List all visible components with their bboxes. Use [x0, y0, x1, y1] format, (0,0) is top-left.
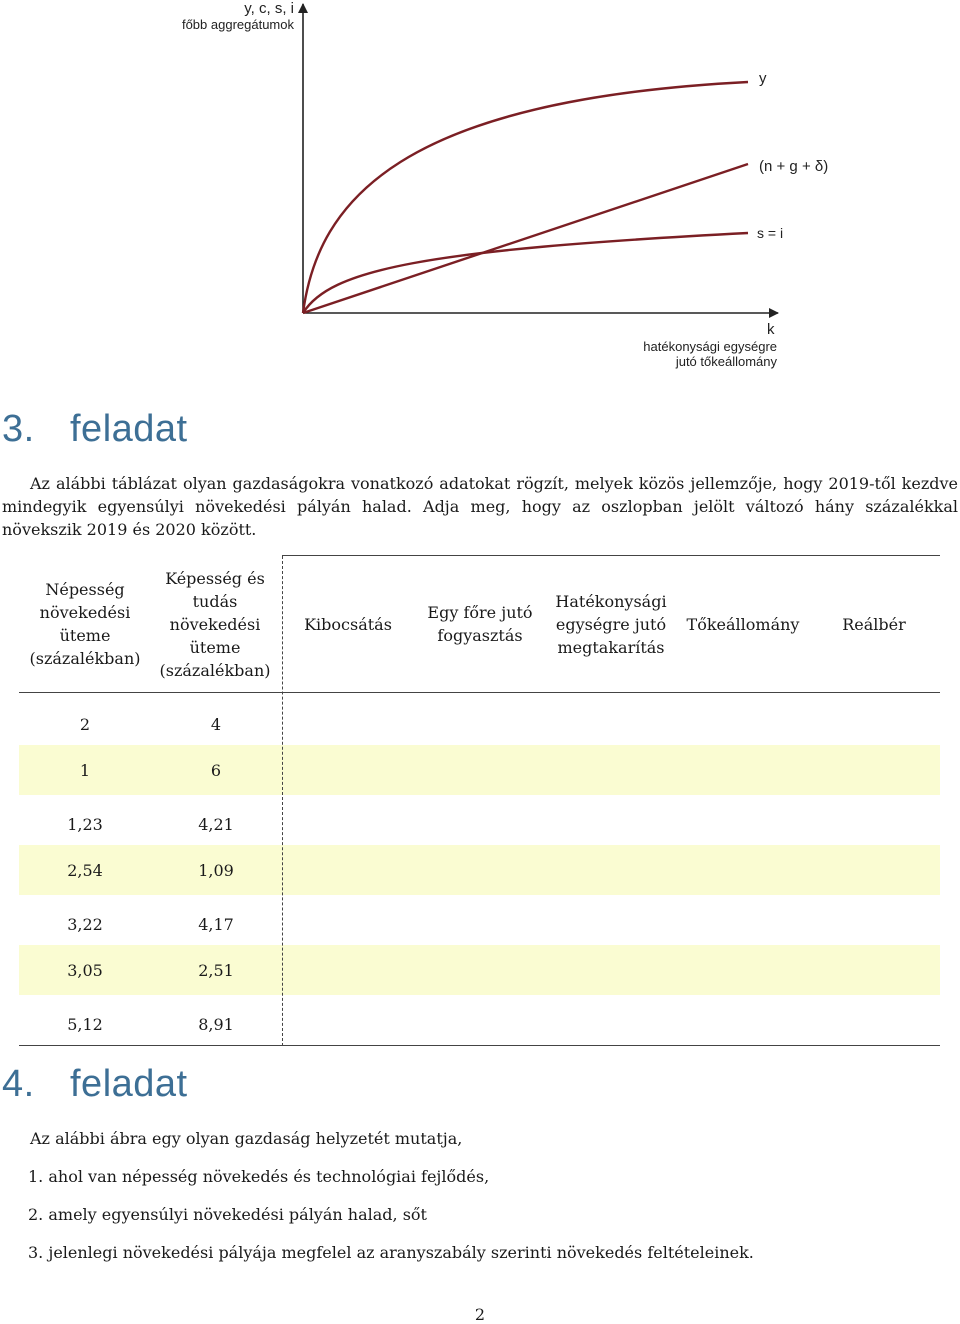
task3-title: feladat	[70, 408, 188, 450]
task3-paragraph	[2, 472, 958, 541]
solow-diagram-svg	[0, 0, 960, 380]
task4-title: feladat	[70, 1063, 188, 1105]
table-cell-population: 5,12	[67, 1014, 103, 1034]
header-consumption-per-capita: Egy főre jutó fogyasztás	[427, 603, 533, 645]
break-even-line	[303, 164, 748, 313]
table-cell-population: 3,22	[67, 914, 103, 934]
task4-item: 2. amely egyensúlyi növekedési pályán halad, sőt	[28, 1205, 427, 1224]
x-axis-sublabel-2: jutó tőkeállomány	[675, 354, 777, 369]
table-row	[19, 799, 940, 849]
header-output: Kibocsátás	[304, 614, 392, 634]
curve-break-even-label: (n + g + δ)	[759, 158, 829, 175]
header-saving-per-effective-unit: Hatékonysági egységre jutó megtakarítás	[555, 591, 667, 657]
y-axis-sublabel: főbb aggregátumok	[181, 17, 294, 32]
production-curve	[303, 82, 748, 313]
header-real-wage: Reálbér	[842, 614, 906, 634]
saving-curve	[303, 233, 748, 313]
task4-item: 1. ahol van népesség növekedés és technológiai fejlődés,	[28, 1167, 490, 1186]
solow-diagram	[0, 0, 960, 380]
table-cell-knowledge: 4,17	[198, 914, 234, 934]
header-capital-stock: Tőkeállomány	[686, 614, 800, 634]
table-cell-population: 1	[79, 760, 91, 780]
table-cell-knowledge: 6	[210, 760, 222, 780]
table-cell-knowledge: 4,21	[198, 814, 234, 834]
x-axis-label: k	[767, 321, 775, 338]
table-cell-knowledge: 8,91	[198, 1014, 234, 1034]
table-cell-knowledge: 4	[210, 714, 222, 734]
task3-paragraph-text: Az alábbi táblázat olyan gazdaságokra vonatkozó adatokat rögzít, melyek közös jellemzője, hogy 2019-től kezdve mindegyik egyensúlyi növekedési pályán halad. Adja meg, hogy az oszlopban jelölt változó hány százalékkal növekszik 2019 és 2020 között.	[2, 474, 958, 539]
table-row	[19, 999, 940, 1049]
x-axis-sublabel-1: hatékonysági egységre	[643, 339, 777, 354]
task3-number: 3.	[2, 408, 35, 450]
table-row	[19, 745, 940, 795]
task3-heading	[2, 408, 188, 451]
table-row	[19, 699, 940, 749]
header-population-growth: Népesség növekedési üteme (százalékban)	[29, 580, 141, 668]
task4-heading	[2, 1063, 188, 1106]
table-cell-knowledge: 1,09	[198, 860, 234, 880]
task4-item: 3. jelenlegi növekedési pályája megfelel az aranyszabály szerinti növekedés feltételeinek.	[28, 1243, 754, 1262]
table-cell-population: 2	[79, 714, 91, 734]
table-cell-population: 1,23	[67, 814, 103, 834]
table-cell-population: 2,54	[67, 860, 103, 880]
task4-number: 4.	[2, 1063, 35, 1105]
curve-saving-label: s = i	[757, 225, 784, 241]
table-header-rule	[19, 692, 940, 693]
table-row	[19, 899, 940, 949]
table-row	[19, 945, 940, 995]
task4-intro: Az alábbi ábra egy olyan gazdaság helyzetét mutatja,	[30, 1129, 463, 1148]
table-cell-knowledge: 2,51	[198, 960, 234, 980]
curve-y-label: y	[759, 70, 767, 87]
table-cell-population: 3,05	[67, 960, 103, 980]
page-number: 2	[474, 1305, 486, 1324]
table-vertical-divider	[282, 556, 283, 1046]
table-row	[19, 845, 940, 895]
y-axis-label: y, c, s, i	[244, 0, 294, 17]
header-knowledge-growth: Képesség és tudás növekedési üteme (százalékban)	[159, 568, 271, 680]
